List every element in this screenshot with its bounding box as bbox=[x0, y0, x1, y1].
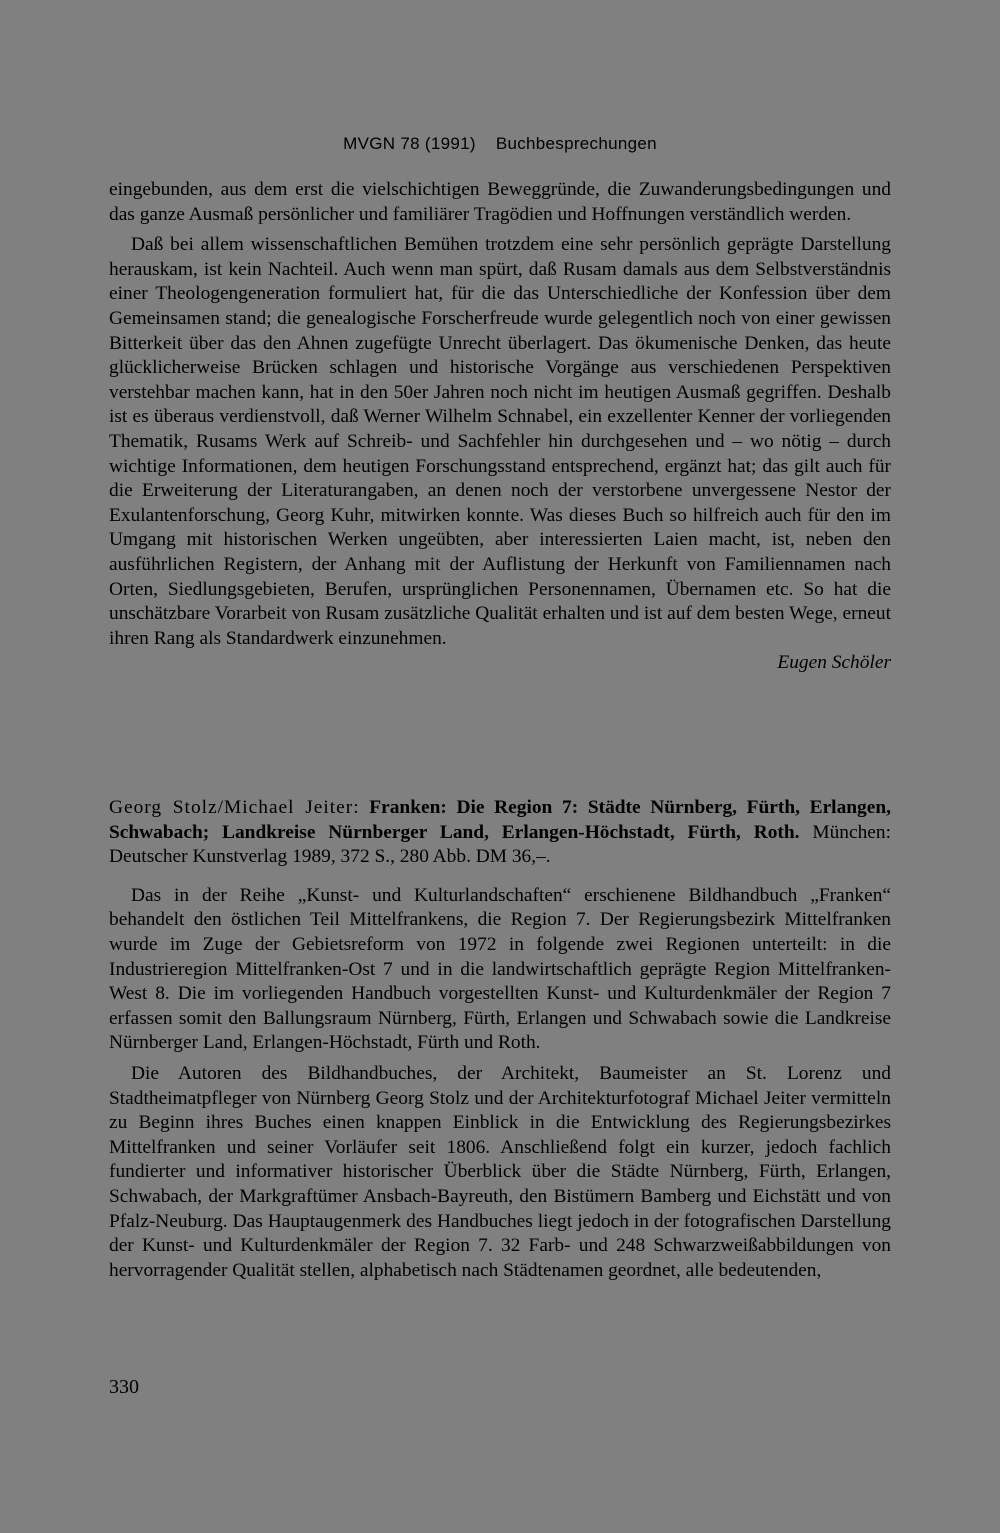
journal-reference: MVGN 78 (1991) bbox=[343, 134, 476, 153]
review-2-paragraph-1: Das in der Reihe „Kunst- und Kulturlandschaften“ erschienene Bildhandbuch „Franken“ behandelt den östlichen Teil Mittelfrankens, die Region 7. Der Regierungsbezirk Mittelfranken wurde im Zuge der Gebietsreform von 1972 in folgende zwei Regionen unterteilt: in die Industrieregion Mittelfranken-Ost 7 und in die landwirtschaftlich geprägte Region Mittelfranken-West 8. Die im vorliegenden Handbuch vorgestellten Kunst- und Kulturdenkmäler der Region 7 erfassen somit den Ballungsraum Nürnberg, Fürth, Erlangen und Schwabach sowie die Landkreise Nürnberger Land, Erlangen-Höchstadt, Fürth und Roth. bbox=[109, 884, 891, 1054]
review-2-paragraph-2: Die Autoren des Bildhandbuches, der Architekt, Baumeister an St. Lorenz und Stadtheimatpfleger von Nürnberg Georg Stolz und der Architekturfotograf Michael Jeiter vermitteln zu Beginn ihres Buches einen knappen Einblick in die Entwicklung des Regierungsbezirkes Mittelfranken und seiner Vorläufer seit 1806. Anschließend folgt ein kurzer, jedoch fachlich fundierter und informativer historischer Überblick über die Städte Nürnberg, Fürth, Erlangen, Schwabach, der Markgraftümer Ansbach-Bayreuth, den Bistümern Bamberg und Eichstätt und von Pfalz-Neuburg. Das Hauptaugenmerk des Handbuches liegt jedoch in der fotografischen Darstellung der Kunst- und Kulturdenkmäler der Region 7. 32 Farb- und 248 Schwarzweißabbildungen von hervorragender Qualität stellen, alphabetisch nach Städtenamen geordnet, alle bedeutenden, bbox=[109, 1062, 891, 1281]
review-2-bibliographic-header bbox=[109, 796, 891, 870]
section-title: Buchbesprechungen bbox=[495, 134, 657, 153]
review-2-authors: Georg Stolz/Michael Jeiter: bbox=[109, 797, 360, 818]
review-2-publication-info: München: Deutscher Kunstverlag 1989, 372 S., 280 Abb. DM 36,–. bbox=[109, 821, 891, 868]
review-2 bbox=[109, 796, 891, 1283]
review-2-book-title: Franken: Die Region 7: Städte Nürnberg, Fürth, Erlangen, Schwabach; Landkreise Nürnberger Land, Erlangen-Höchstadt, Fürth, Roth. bbox=[109, 797, 891, 843]
review-1-paragraph-2: Daß bei allem wissenschaftlichen Bemühen trotzdem eine sehr persönlich geprägte Darstellung herauskam, ist kein Nachteil. Auch wenn man spürt, daß Rusam damals aus dem Selbstverständnis einer Theologengeneration formuliert hat, für die das Unterschiedliche der Konfession über dem Gemeinsamen stand; die genealogische Forscherfreude wurde gelegentlich noch von einer gewissen Bitterkeit über das den Ahnen zugefügte Unrecht überlagert. Das ökumenische Denken, das heute glücklicherweise Brücken schlagen und historische Vorgänge aus verschiedenen Perspektiven verstehbar machen kann, hat in den 50er Jahren noch nicht im heutigen Ausmaß gegriffen. Deshalb ist es überaus verdienstvoll, daß Werner Wilhelm Schnabel, ein exzellenter Kenner der vorliegenden Thematik, Rusams Werk auf Schreib- und Sachfehler hin durchgesehen und – wo nötig – durch wichtige Informationen, dem heutigen Forschungsstand entsprechend, ergänzt hat; das gilt auch für die Erweiterung der Literaturangaben, an denen noch der verstorbene unvergessene Nestor der Exulantenforschung, Georg Kuhr, mitwirken konnte. Was dieses Buch so hilfreich auch für den im Umgang mit historischen Werken ungeübten, aber interessierten Laien macht, ist, neben den ausführlichen Registern, der Anhang mit der Auflistung der Herkunft von Familiennamen nach Orten, Siedlungsgebieten, Berufen, ursprünglichen Personennamen, Übernamen etc. So hat die unschätzbare Vorarbeit von Rusam zusätzliche Qualität erhalten und ist auf dem besten Wege, erneut ihren Rang als Standardwerk einzunehmen. bbox=[109, 234, 891, 649]
running-head bbox=[0, 134, 1000, 154]
page-number: 330 bbox=[109, 1376, 139, 1398]
review-1-paragraph-1: eingebunden, aus dem erst die vielschichtigen Beweggründe, die Zuwanderungsbedingungen und das ganze Ausmaß persönlicher und familiärer Tragödien und Hoffnungen verständlich werden. bbox=[109, 179, 891, 225]
review-1 bbox=[109, 178, 891, 676]
reviewer-signature: Eugen Schöler bbox=[777, 652, 891, 674]
